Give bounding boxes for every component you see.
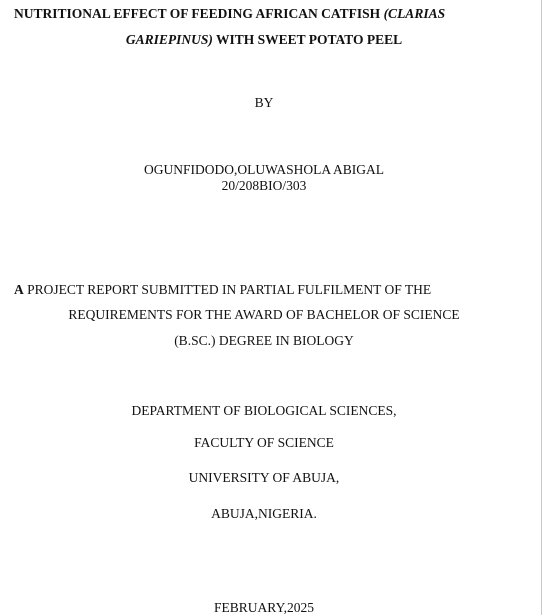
submission-line-1-text: PROJECT REPORT SUBMITTED IN PARTIAL FULFILMENT OF THE	[23, 282, 432, 297]
report-title-italic-2: GARIEPINUS)	[125, 32, 213, 47]
submission-line-2: REQUIREMENTS FOR THE AWARD OF BACHELOR OF SCIENCE	[68, 307, 460, 322]
submission-lead-letter: A	[14, 282, 24, 297]
author-name: OGUNFIDODO,OLUWASHOLA ABIGAL	[144, 162, 384, 177]
submission-line-1	[14, 282, 431, 298]
by-label: BY	[254, 95, 274, 110]
department-name: DEPARTMENT OF BIOLOGICAL SCIENCES,	[131, 403, 397, 418]
report-title-main-1: NUTRITIONAL EFFECT OF FEEDING AFRICAN CATFISH	[14, 6, 384, 21]
university-name: UNIVERSITY OF ABUJA,	[188, 470, 340, 485]
submission-line-3: (B.SC.) DEGREE IN BIOLOGY	[174, 333, 354, 348]
report-title-main-2: WITH SWEET POTATO PEEL	[212, 32, 403, 47]
author-matric-number: 20/208BIO/303	[221, 178, 307, 193]
report-title-line-2	[0, 32, 528, 48]
faculty-name: FACULTY OF SCIENCE	[194, 435, 334, 450]
location-name: ABUJA,NIGERIA.	[211, 506, 317, 521]
submission-date: FEBRUARY,2025	[214, 600, 314, 615]
report-title-italic-1: (CLARIAS	[383, 6, 446, 21]
report-title-line-1	[14, 6, 445, 22]
